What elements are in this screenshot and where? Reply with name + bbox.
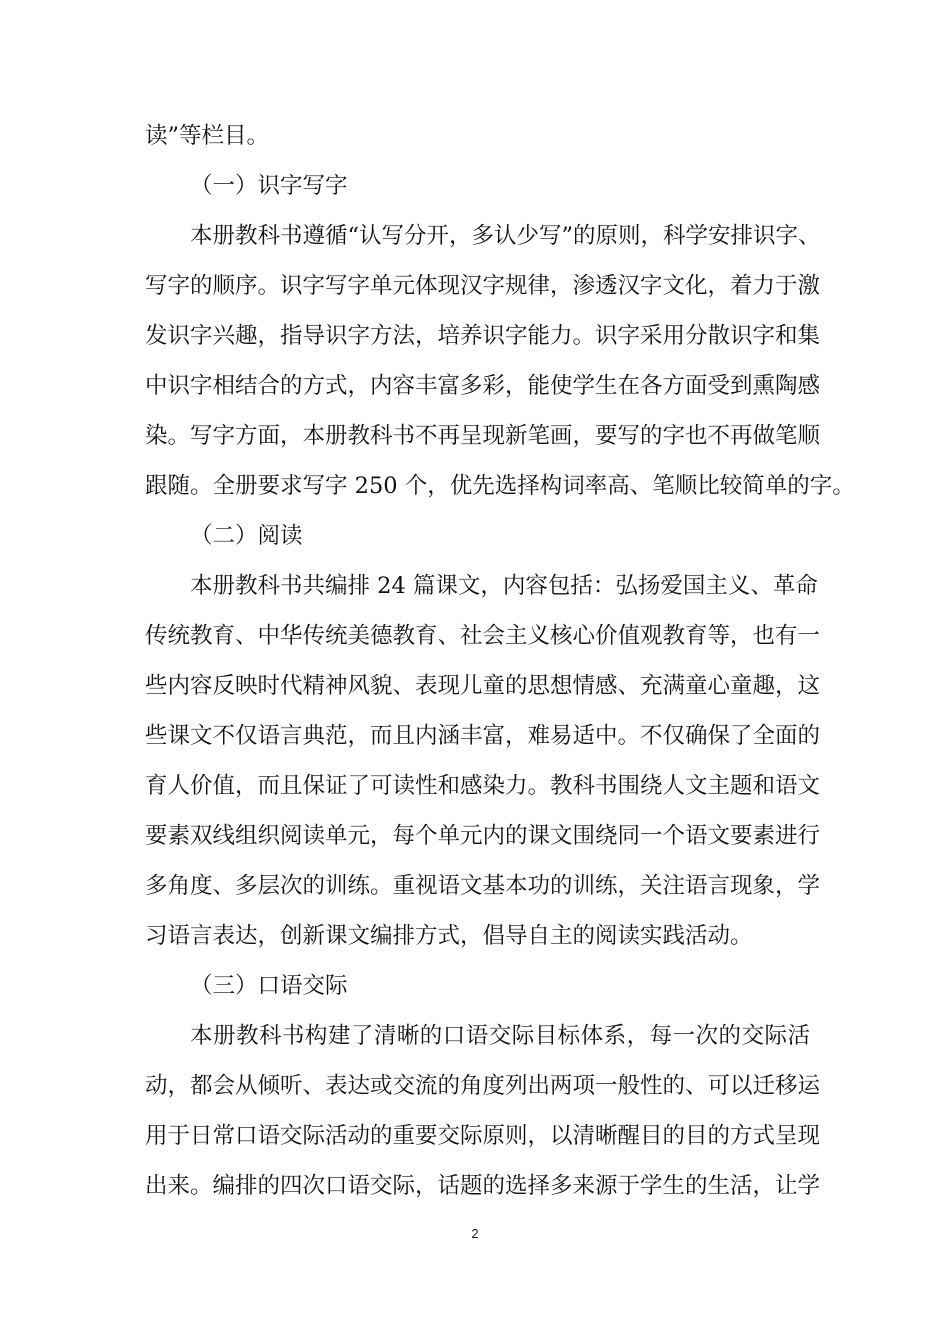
text-line-13: 些课文不仅语言典范，而且内涵丰富，难易适中。不仅确保了全面的 <box>145 723 821 749</box>
text-line-22: 出来。编排的四次口语交际，话题的选择多来源于学生的生活，让学 <box>145 1173 821 1199</box>
text-line-12: 些内容反映时代精神风貌、表现儿童的思想情感、充满童心童趣，这 <box>145 673 821 699</box>
section-heading-2: （二）阅读 <box>190 523 303 549</box>
text-line-5: 发识字兴趣，指导识字方法，培养识字能力。识字采用分散识字和集 <box>145 323 821 349</box>
section-heading-1: （一）识字写字 <box>190 173 348 199</box>
text-line-10: 本册教科书共编排 24 篇课文，内容包括：弘扬爱国主义、革命 <box>190 573 818 599</box>
text-line-15: 要素双线组织阅读单元，每个单元内的课文围绕同一个语文要素进行 <box>145 823 821 849</box>
section-heading-3: （三）口语交际 <box>190 973 348 999</box>
text-line-3: 本册教科书遵循“认写分开，多认少写”的原则，科学安排识字、 <box>190 223 821 249</box>
text-line-20: 动，都会从倾听、表达或交流的角度列出两项一般性的、可以迁移运 <box>145 1073 821 1099</box>
page-number: 2 <box>471 1226 479 1241</box>
text-line-1: 读”等栏目。 <box>145 123 270 149</box>
text-line-4: 写字的顺序。识字写字单元体现汉字规律，渗透汉字文化，着力于激 <box>145 273 821 299</box>
text-line-16: 多角度、多层次的训练。重视语文基本功的训练，关注语言现象，学 <box>145 873 821 899</box>
text-line-21: 用于日常口语交际活动的重要交际原则，以清晰醒目的目的方式呈现 <box>145 1123 821 1149</box>
text-line-14: 育人价值，而且保证了可读性和感染力。教科书围绕人文主题和语文 <box>145 773 821 799</box>
text-line-7: 染。写字方面，本册教科书不再呈现新笔画，要写的字也不再做笔顺 <box>145 423 821 449</box>
text-line-11: 传统教育、中华传统美德教育、社会主义核心价值观教育等，也有一 <box>145 623 821 649</box>
text-line-8: 跟随。全册要求写字 250 个，优先选择构词率高、笔顺比较简单的字。 <box>145 473 855 499</box>
text-line-6: 中识字相结合的方式，内容丰富多彩，能使学生在各方面受到熏陶感 <box>145 373 821 399</box>
text-line-17: 习语言表达，创新课文编排方式，倡导自主的阅读实践活动。 <box>145 923 753 949</box>
text-line-19: 本册教科书构建了清晰的口语交际目标体系，每一次的交际活 <box>190 1023 810 1049</box>
